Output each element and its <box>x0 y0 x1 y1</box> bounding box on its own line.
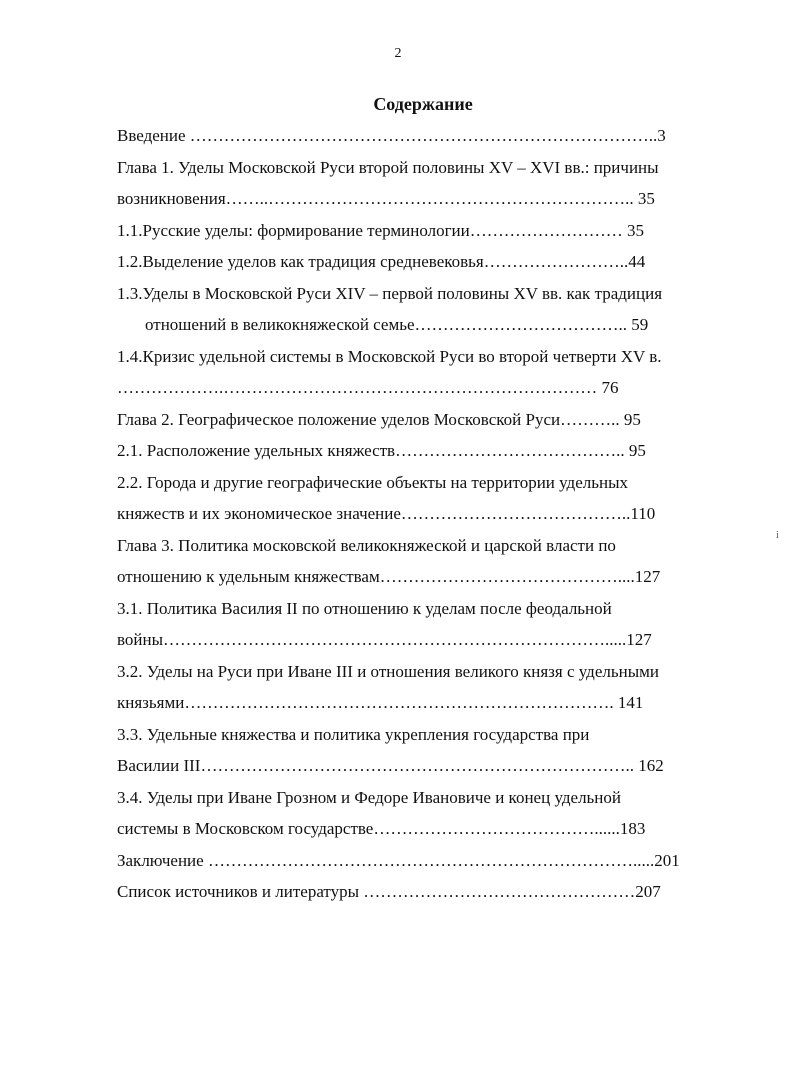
toc-entry-3-4-cont: системы в Московском государстве…………………………………......183 <box>117 819 646 838</box>
toc-entry-chapter-3: Глава 3. Политика московской великокняжеской и царской власти по <box>117 536 616 555</box>
toc-entry-1-2: 1.2.Выделение уделов как традиция средневековья……………………..44 <box>117 252 646 271</box>
toc-entry-3-3: 3.3. Удельные княжества и политика укрепления государства при <box>117 725 590 744</box>
toc-entry-conclusion: Заключение ………………………………………………………………….....201 <box>117 851 680 870</box>
toc-entry-2-2: 2.2. Города и другие географические объекты на территории удельных <box>117 473 629 492</box>
toc-entry-3-3-cont: Василии III………………………………………………………………….. 162 <box>117 756 664 775</box>
toc-entry-2-1: 2.1. Расположение удельных княжеств………………………………….. 95 <box>117 441 646 460</box>
toc-entry-2-2-cont: княжеств и их экономическое значение…………………………………..110 <box>117 504 656 523</box>
toc-entry-1-4: 1.4.Кризис удельной системы в Московской Руси во второй четверти XV в. <box>117 347 662 366</box>
toc-entry-3-4: 3.4. Уделы при Иване Грозном и Федоре Ивановиче и конец удельной <box>117 788 621 807</box>
page-title: Содержание <box>373 94 473 114</box>
toc-entry-chapter-1-cont: возникновения……..……………………………………………………….. 35 <box>117 189 655 208</box>
toc-entry-3-1-cont: войны…………………………………………………………………….....127 <box>117 630 652 649</box>
toc-entry-1-4-cont: ……………….………………………………………………………… 76 <box>117 378 619 397</box>
toc-entry-1-3-cont: отношений в великокняжеской семье……………………………….. 59 <box>145 315 649 334</box>
scan-mark: i <box>776 530 779 541</box>
toc-entry-chapter-2: Глава 2. Географическое положение уделов Московской Руси……….. 95 <box>117 410 641 429</box>
toc-entry-introduction: Введение ………………………………………………………………………..3 <box>117 126 666 145</box>
toc-entry-3-2-cont: князьями…………………………………………………………………. 141 <box>117 693 644 712</box>
page-number: 2 <box>394 46 402 61</box>
toc-entry-1-1: 1.1.Русские уделы: формирование терминологии……………………… 35 <box>117 221 644 240</box>
toc-entry-chapter-3-cont: отношению к удельным княжествам……………………………………....127 <box>117 567 661 586</box>
toc-entry-bibliography: Список источников и литературы …………………………………………207 <box>117 882 661 901</box>
toc-entry-3-2: 3.2. Уделы на Руси при Иване III и отношения великого князя с удельными <box>117 662 659 681</box>
toc-entry-chapter-1: Глава 1. Уделы Московской Руси второй половины XV – XVI вв.: причины <box>117 158 659 177</box>
toc-entry-3-1: 3.1. Политика Василия II по отношению к уделам после феодальной <box>117 599 612 618</box>
toc-entry-1-3: 1.3.Уделы в Московской Руси XIV – первой половины XV вв. как традиция <box>117 284 663 303</box>
